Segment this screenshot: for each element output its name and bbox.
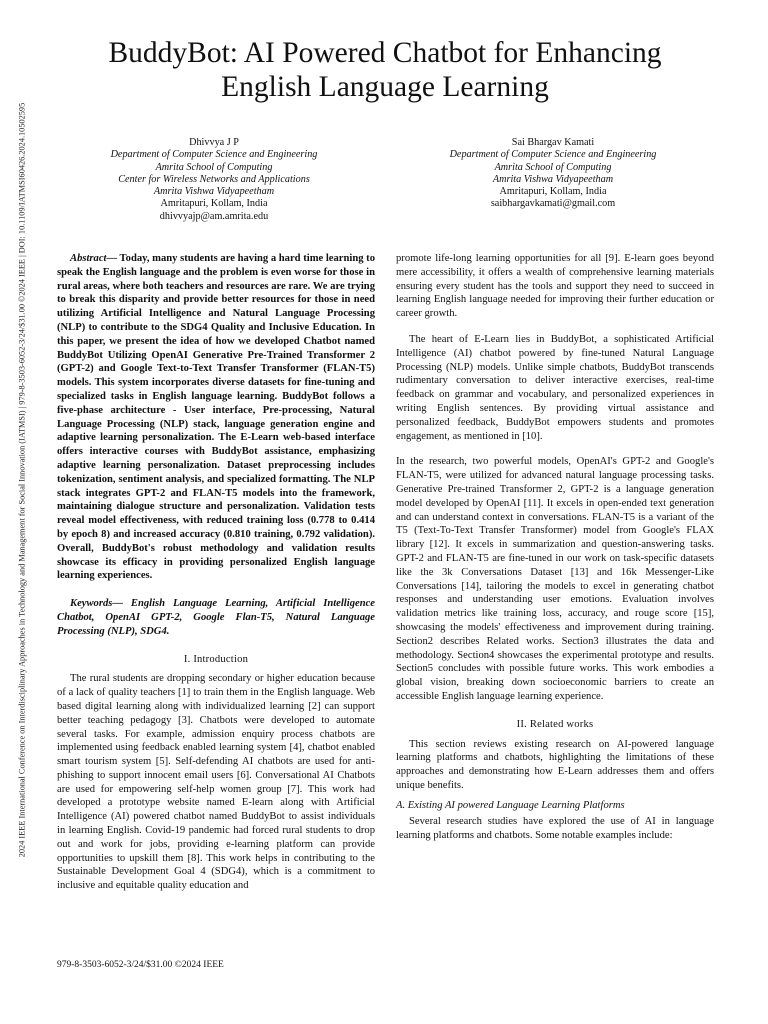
side-conference-note: 2024 IEEE International Conference on Interdisciplinary Approaches in Technology and Management for Social Innovation (IATMSI) | 979-8-3503-6052-3/24/$31.00 ©2024 IEEE | DOI: 10.1109/IATMSI60426.2024.10502595 bbox=[17, 102, 27, 858]
intro-paragraph: The rural students are dropping secondary or higher education because of a lack of quality teachers [1] to train them in the English language. Web based digital learning along with individualized learning [2] can support better teaching pedagogy [3]. Chatbots were developed to automate several tasks. For example, admission enquiry process chatbots are implemented using feedback enabled learning system [4], chatbot enabled smart tourism system [5]. Self-defending AI chatbots are used for anti-phishing to support innocent email users [6]. Conversational AI Chatbots are used for empowering self-help women group [7]. This work had developed a prototype website named E-learn along with Artificial Intelligence (AI) powered chatbot named BuddyBot to assist individuals in learning English. Covid-19 pandemic had forced rural students to drop out and work for jobs, providing e-learning platform can provide opportunities to upskill them [8]. This work helps in contributing to the Sustainable Development Goal 4 (SDG4), which is a commitment to inclusive and equitable quality education and bbox=[57, 673, 375, 892]
author-university: Amrita Vishwa Vidyapeetham bbox=[153, 186, 275, 198]
author-email: dhivvyajp@am.amrita.edu bbox=[159, 210, 269, 222]
author-dept: Department of Computer Science and Engineering bbox=[449, 149, 657, 161]
right-column bbox=[396, 252, 714, 843]
author-name: Sai Bhargav Kamati bbox=[511, 137, 595, 148]
paragraph: Several research studies have explored the use of AI in language learning platforms and chatbots. Some notable examples include: bbox=[396, 816, 714, 842]
author-name: Dhivvya J P bbox=[189, 137, 239, 148]
keywords: Keywords— English Language Learning, Artificial Intelligence Chatbot, OpenAI GPT-2, Google Flan-T5, Natural Language Processing (NLP), SDG4. bbox=[57, 598, 375, 637]
author-location: Amritapuri, Kollam, India bbox=[499, 186, 607, 198]
abstract bbox=[57, 252, 375, 583]
section-heading-introduction: I. Introduction bbox=[183, 653, 249, 665]
paper-title: BuddyBot: AI Powered Chatbot for Enhancing English Language Learning bbox=[108, 37, 662, 103]
paragraph: The heart of E-Learn lies in BuddyBot, a sophisticated Artificial Intelligence (AI) chatbot powered by fine-tuned Natural Language Processing (NLP) models. Unlike simple chatbots, BuddyBot transcends rudimentary conversation to deliver interactive exercises, real-time feedback on grammar and vocabulary, and personalized experiences in writing English sentences. By providing virtual assistance and personalized feedback, BuddyBot empowers students and promotes engagement, as mentioned in [10]. bbox=[396, 333, 714, 442]
section-heading-related-works: II. Related works bbox=[516, 718, 594, 730]
left-column bbox=[57, 252, 375, 893]
author-school: Amrita School of Computing bbox=[155, 161, 273, 173]
copyright-footer: 979-8-3503-6052-3/24/$31.00 ©2024 IEEE bbox=[57, 960, 224, 970]
author-center: Center for Wireless Networks and Applications bbox=[118, 173, 310, 185]
abstract-label: Abstract— bbox=[70, 253, 118, 264]
author-block bbox=[64, 137, 364, 223]
abstract-text: Today, many students are having a hard time learning to speak the English language and the problem is even worse for those in rural areas, where both teachers and resources are rare. We are trying to break this disparity and provide better resources for those in need utilizing Artificial Intelligence and Natural Language Processing (NLP) to contribute to the SDG4 Quality and Inclusive Education. In this paper, we present the idea of how we developed Chatbot named BuddyBot Utilizing OpenAI Generative Pre-Trained Transformer 2 (GPT-2) and Google Text-to-Text Transfer Transformer (FLAN-T5) models. This system incorporates diverse datasets for fine-tuning and specialized tasks in English language learning. BuddyBot follows a five-phase architecture - User interface, Pre-processing, Natural Language Processing (NLP) stack, language generation engine and adaptive learning personalization. The E-Learn web-based interface offers interactive courses with BuddyBot assistance, emphasizing adaptive learning personalization. Dataset preprocessing includes tokenization, sentiment analysis, and specialized formatting. The NLP stack integrates GPT-2 and FLAN-T5 models into the framework, maintaining dialogue structure and personalization. Validation tests reveal model effectiveness, with reduced training loss (0.778 to 0.414 by epoch 8) and increased accuracy (0.810 training, 0.792 validation). Overall, BuddyBot's robust methodology and validation results showcase its efficacy in providing personalized English language learning experiences. bbox=[57, 253, 376, 582]
subsection-heading: A. Existing AI powered Language Learning Platforms bbox=[396, 799, 625, 811]
paragraph: promote life-long learning opportunities for all [9]. E-learn goes beyond mere accessibility, it offers a wealth of comprehensive learning materials ensuring every student has the tools and support they need to succeed in learning English language needed for improving their further education or career growth. bbox=[396, 253, 714, 320]
paragraph: In the research, two powerful models, OpenAI's GPT-2 and Google's FLAN-T5, were utilized for advanced natural language processing tasks. Generative Pre-trained Transformer 2, GPT-2 is a language generation model developed by OpenAI [11]. It excels in open-ended text generation and can understand context in conversations. FLAN-T5 is a variant of the T5 (Text-To-Text Transfer Transformer) model from Google's FLAX library [12]. It excels in summarization and question-answering tasks. GPT-2 and FLAN-T5 are fine-tuned in our work on task-specific datasets like the 3k Conversations Dataset [13] and 16k Messenger-Like Conversations [14], tailoring the models to excel in generating chatbot responses and understanding user emotions. Evaluation involves validation metrics like training loss, accuracy, and rouge score [15], showcasing the models' effectiveness and improvement during training. Section2 describes Related works. Section3 illustrates the data and methodology. Section4 showcases the experimental prototype and results. Section5 concludes with possible future works. This work embodies a global vision, breaking down socioeconomic barriers to create an accessible English language learning experience. bbox=[396, 456, 714, 702]
paragraph: This section reviews existing research on AI-powered language learning platforms and chatbots, highlighting the limitations of these approaches and demonstrating how E-Learn addresses them and offers unique benefits. bbox=[396, 738, 714, 791]
author-block bbox=[391, 137, 715, 211]
author-email: saibhargavkamati@gmail.com bbox=[490, 198, 616, 210]
author-school: Amrita School of Computing bbox=[494, 161, 612, 173]
author-university: Amrita Vishwa Vidyapeetham bbox=[492, 173, 614, 185]
author-location: Amritapuri, Kollam, India bbox=[160, 198, 268, 210]
author-dept: Department of Computer Science and Engineering bbox=[110, 149, 318, 161]
